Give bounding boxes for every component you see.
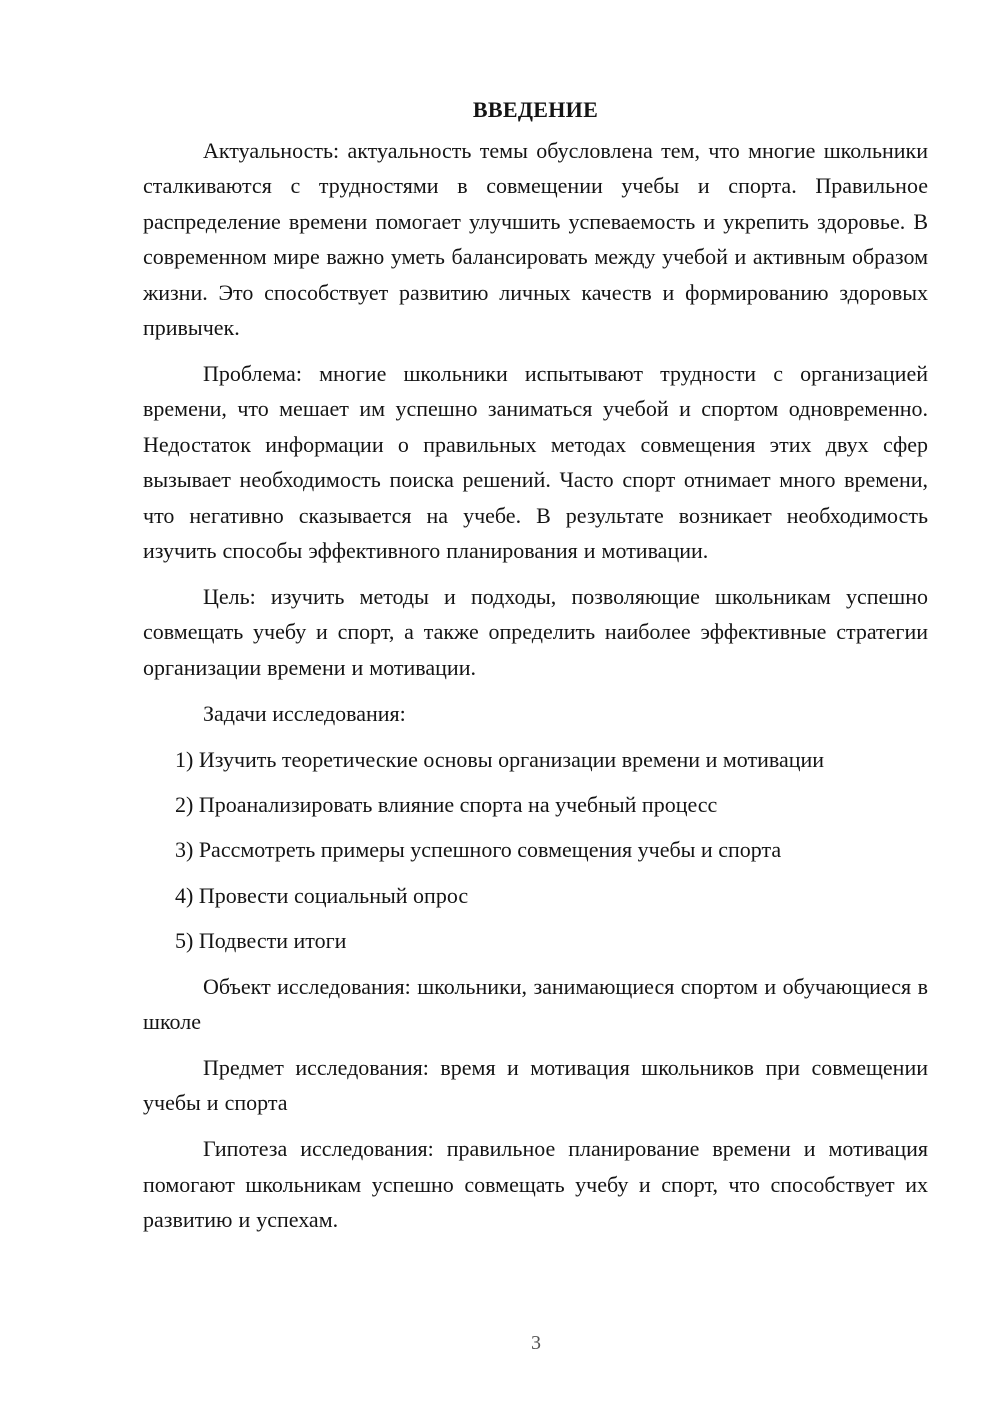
tasks-heading: Задачи исследования: [203,700,406,726]
relevance-paragraph: Актуальность: актуальность темы обусловлена тем, что многие школьники сталкиваются с трудностями в совмещении учебы и спорта. Правильное распределение времени помогает улучшить успеваемость и укрепить здоровье. В современном мире важно уметь балансировать между учебой и активным образом жизни. Это способствует развитию личных качеств и формированию здоровых привычек. [143,138,928,341]
list-item: 2) Проанализировать влияние спорта на учебный процесс [175,791,718,817]
list-item: 3) Рассмотреть примеры успешного совмещения учебы и спорта [175,837,782,863]
hypothesis-paragraph: Гипотеза исследования: правильное планирование времени и мотивация помогают школьникам успешно совмещать учебу и спорт, что способствует их развитию и успехам. [143,1136,928,1232]
subject-paragraph: Предмет исследования: время и мотивация школьников при совмещении учебы и спорта [143,1054,928,1116]
goal-paragraph: Цель: изучить методы и подходы, позволяющие школьникам успешно совмещать учебу и спорт, а также определить наиболее эффективные стратегии организации времени и мотивации. [143,583,928,680]
tasks-list [143,742,928,959]
list-item: 5) Подвести итоги [175,928,347,954]
list-item: 1) Изучить теоретические основы организации времени и мотивации [175,746,825,772]
list-item: 4) Провести социальный опрос [175,882,469,908]
document-page [143,93,928,1248]
problem-paragraph: Проблема: многие школьники испытывают трудности с организацией времени, что мешает им успешно заниматься учебой и спортом одновременно. Недостаток информации о правильных методах совмещения этих двух сфер вызывает необходимость поиска решений. Часто спорт отнимает много времени, что негативно сказывается на учебе. В результате возникает необходимость изучить способы эффективного планирования и мотивации. [143,360,928,563]
page-number: 3 [531,1332,541,1354]
object-paragraph: Объект исследования: школьники, занимающиеся спортом и обучающиеся в школе [143,973,928,1034]
page-title: ВВЕДЕНИЕ [472,97,599,122]
